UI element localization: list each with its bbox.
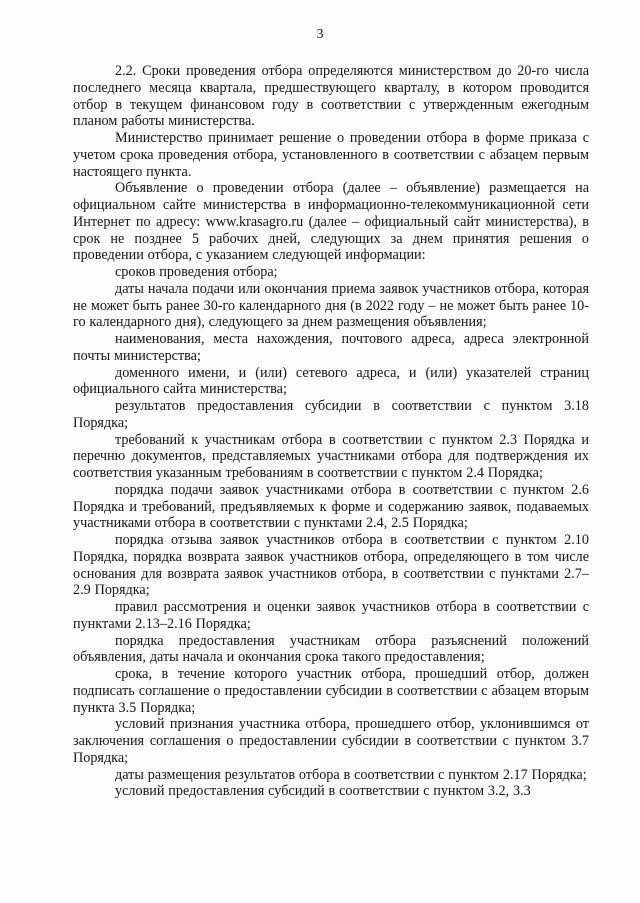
list-item-ministry-contacts: наименования, места нахождения, почтового адреса, адреса электронной почты министерства; (73, 331, 589, 364)
list-item-clarifications: порядка предоставления участникам отбора разъяснений положений объявления, даты начала и окончания срока такого предоставления; (73, 632, 589, 666)
list-item-evaluation-rules: правил рассмотрения и оценки заявок участников отбора в соответствии с пунктами 2.13–2.16 Порядка; (73, 599, 589, 632)
list-item-agreement-term: срока, в течение которого участник отбора, прошедший отбор, должен подписать соглашение о предоставлении субсидии в соответствии с абзацем вторым пункта 3.5 Порядка; (73, 666, 589, 716)
list-item-evasion-conditions: условий признания участника отбора, прошедшего отбор, уклонившимся от заключения соглашения о предоставлении субсидии в соответствии с пунктом 3.7 Порядка; (73, 716, 589, 766)
paragraph-ministry-decision: Министерство принимает решение о проведении отбора в форме приказа с учетом срока проведения отбора, установленного в соответствии с абзацем первым настоящего пункта. (73, 130, 589, 180)
paragraph-announcement: Объявление о проведении отбора (далее – объявление) размещается на официальном сайте министерства в информационно-телекоммуникационной сети Интернет по адресу: www.krasagro.ru (далее – официальный сайт министерства), в срок не позднее 5 рабочих дней, следующих за днем принятия решения о проведении отбора, с указанием следующей информации: (73, 180, 589, 264)
list-item-application-procedure: порядка подачи заявок участниками отбора в соответствии с пунктом 2.6 Порядка и требований, предъявляемых к форме и содержанию заявок, подаваемых участниками отбора в соответствии с пунктами 2.4, 2.5 Порядка; (73, 481, 589, 532)
list-item-participant-requirements: требований к участникам отбора в соответствии с пунктом 2.3 Порядка и перечню документов, представляемых участниками отбора для подтверждения их соответствия указанным требованиям в соответствии с пунктом 2.4 Порядка; (73, 431, 589, 481)
list-item-withdrawal-procedure: порядка отзыва заявок участников отбора в соответствии с пунктом 2.10 Порядка, порядка возврата заявок участников отбора, определяющего в том числе основания для возврата заявок участников отбора, в соответствии с пунктами 2.7–2.9 Порядка; (73, 532, 589, 599)
document-body (73, 63, 589, 800)
list-item-subsidy-results: результатов предоставления субсидии в соответствии с пунктом 3.18 Порядка; (73, 398, 589, 431)
list-item-subsidy-conditions: условий предоставления субсидий в соответствии с пунктом 3.2, 3.3 (115, 783, 531, 800)
list-item-application-dates: даты начала подачи или окончания приема заявок участников отбора, которая не может быть ранее 30-го календарного дня (в 2022 году – не может быть ранее 10-го календарного дня), следующего за днем размещения объявления; (73, 280, 589, 331)
list-item-selection-dates: сроков проведения отбора; (115, 264, 278, 280)
page-number: 3 (316, 27, 324, 42)
paragraph-2-2-deadlines: 2.2. Сроки проведения отбора определяются министерством до 20-го числа последнего месяца квартала, предшествующего кварталу, в котором проводится отбор в текущем финансовом году в соответствии с утвержденным ежегодным планом работы министерства. (73, 63, 589, 130)
list-item-results-date: даты размещения результатов отбора в соответствии с пунктом 2.17 Порядка; (115, 766, 587, 783)
list-item-website-address: доменного имени, и (или) сетевого адреса, и (или) указателей страниц официального сайта министерства; (73, 364, 589, 398)
